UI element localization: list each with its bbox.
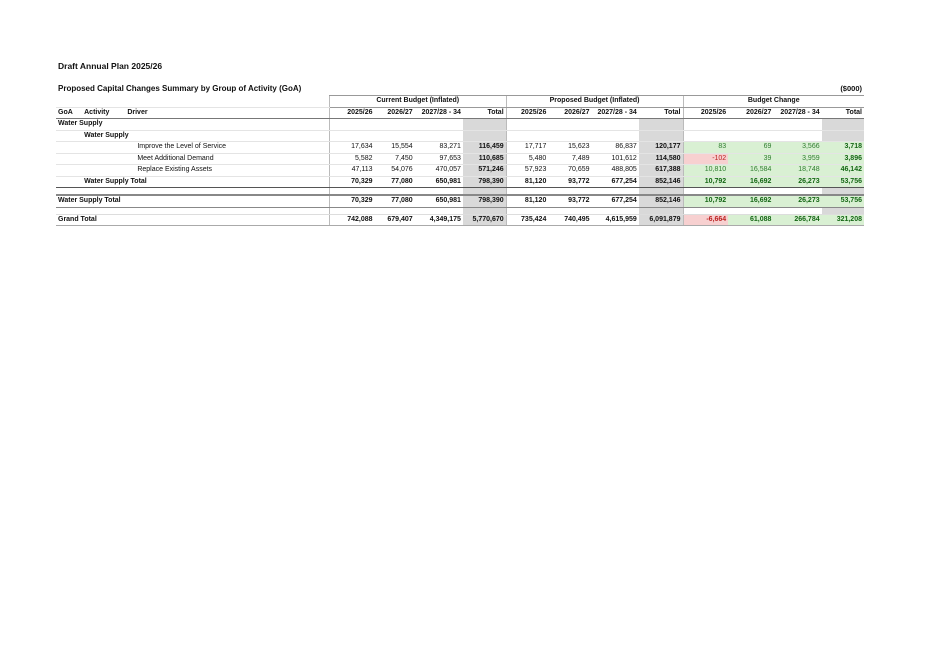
table-row [56, 153, 864, 165]
spacer-row [56, 188, 864, 196]
activity-row [56, 130, 864, 142]
goa-total-label: Water Supply Total [56, 195, 329, 207]
cell: 3,718 [822, 142, 864, 154]
current-col-2027-34: 2027/28 - 34 [415, 107, 463, 119]
cell: 5,582 [329, 153, 374, 165]
cell: 26,273 [773, 176, 821, 188]
cell: 46,142 [822, 165, 864, 177]
goa-row [56, 119, 864, 131]
cell: 742,088 [329, 214, 374, 226]
group-header-row [56, 96, 864, 108]
cell: 77,080 [375, 195, 415, 207]
grand-total-label: Grand Total [56, 214, 329, 226]
cell: 16,584 [728, 165, 773, 177]
change-col-2027-34: 2027/28 - 34 [773, 107, 821, 119]
cell: 116,459 [463, 142, 506, 154]
proposed-col-2026-27: 2026/27 [548, 107, 591, 119]
cell: 54,076 [375, 165, 415, 177]
cell: 83 [683, 142, 728, 154]
cell: 10,792 [683, 195, 728, 207]
cell: 10,810 [683, 165, 728, 177]
cell: 17,717 [506, 142, 548, 154]
cell: 10,792 [683, 176, 728, 188]
current-col-2026-27: 2026/27 [375, 107, 415, 119]
cell: 93,772 [548, 176, 591, 188]
cell: 86,837 [592, 142, 639, 154]
cell: 3,959 [773, 153, 821, 165]
cell: 15,554 [375, 142, 415, 154]
cell: 677,254 [592, 176, 639, 188]
activity-total-row [56, 176, 864, 188]
cell: 735,424 [506, 214, 548, 226]
grand-total-row [56, 214, 864, 226]
cell: 61,088 [728, 214, 773, 226]
cell: 321,208 [822, 214, 864, 226]
driver-label: Meet Additional Demand [125, 153, 329, 165]
cell: 93,772 [548, 195, 591, 207]
budget-change-header: Budget Change [683, 96, 864, 108]
cell: 3,896 [822, 153, 864, 165]
cell: 798,390 [463, 195, 506, 207]
cell: 617,388 [639, 165, 683, 177]
capital-changes-table [56, 95, 864, 226]
cell: 740,495 [548, 214, 591, 226]
cell: 15,623 [548, 142, 591, 154]
driver-label: Replace Existing Assets [125, 165, 329, 177]
cell: 488,805 [592, 165, 639, 177]
cell: 16,692 [728, 195, 773, 207]
cell: 77,080 [375, 176, 415, 188]
cell: 5,770,670 [463, 214, 506, 226]
cell: 852,146 [639, 176, 683, 188]
cell: 677,254 [592, 195, 639, 207]
cell: -6,664 [683, 214, 728, 226]
cell: 97,653 [415, 153, 463, 165]
proposed-col-2025-26: 2025/26 [506, 107, 548, 119]
document-title: Draft Annual Plan 2025/26 [58, 61, 163, 71]
cell: 18,748 [773, 165, 821, 177]
proposed-budget-header: Proposed Budget (Inflated) [506, 96, 683, 108]
cell: 571,246 [463, 165, 506, 177]
cell: 81,120 [506, 195, 548, 207]
cell: 470,057 [415, 165, 463, 177]
cell: 7,489 [548, 153, 591, 165]
cell: 101,612 [592, 153, 639, 165]
cell: 4,615,959 [592, 214, 639, 226]
cell: 26,273 [773, 195, 821, 207]
activity-label: Water Supply [82, 130, 329, 142]
cell: 57,923 [506, 165, 548, 177]
cell: 120,177 [639, 142, 683, 154]
proposed-col-2027-34: 2027/28 - 34 [592, 107, 639, 119]
cell: 53,756 [822, 176, 864, 188]
cell: 70,659 [548, 165, 591, 177]
activity-total-label: Water Supply Total [82, 176, 329, 188]
driver-column-header: Driver [125, 107, 329, 119]
cell: 70,329 [329, 195, 374, 207]
cell: 650,981 [415, 195, 463, 207]
current-budget-header: Current Budget (Inflated) [329, 96, 506, 108]
table-row [56, 165, 864, 177]
cell: 83,271 [415, 142, 463, 154]
goa-label: Water Supply [56, 119, 329, 131]
cell: 679,407 [375, 214, 415, 226]
report-subtitle: Proposed Capital Changes Summary by Group of Activity (GoA) [58, 84, 302, 93]
goa-total-row [56, 195, 864, 207]
cell: 110,685 [463, 153, 506, 165]
cell: 17,634 [329, 142, 374, 154]
current-col-total: Total [463, 107, 506, 119]
cell: 4,349,175 [415, 214, 463, 226]
change-col-2025-26: 2025/26 [683, 107, 728, 119]
cell: 114,580 [639, 153, 683, 165]
change-col-2026-27: 2026/27 [728, 107, 773, 119]
cell: 7,450 [375, 153, 415, 165]
cell: 6,091,879 [639, 214, 683, 226]
proposed-col-total: Total [639, 107, 683, 119]
current-col-2025-26: 2025/26 [329, 107, 374, 119]
cell: 53,756 [822, 195, 864, 207]
cell: -102 [683, 153, 728, 165]
cell: 70,329 [329, 176, 374, 188]
cell: 16,692 [728, 176, 773, 188]
cell: 5,480 [506, 153, 548, 165]
cell: 650,981 [415, 176, 463, 188]
change-col-total: Total [822, 107, 864, 119]
cell: 69 [728, 142, 773, 154]
spacer-row [56, 207, 864, 214]
cell: 3,566 [773, 142, 821, 154]
driver-label: Improve the Level of Service [125, 142, 329, 154]
column-header-row [56, 107, 864, 119]
cell: 852,146 [639, 195, 683, 207]
goa-column-header: GoA [56, 107, 82, 119]
cell: 39 [728, 153, 773, 165]
table-row [56, 142, 864, 154]
unit-label: ($000) [840, 84, 862, 93]
cell: 81,120 [506, 176, 548, 188]
cell: 266,784 [773, 214, 821, 226]
cell: 47,113 [329, 165, 374, 177]
cell: 798,390 [463, 176, 506, 188]
activity-column-header: Activity [82, 107, 125, 119]
